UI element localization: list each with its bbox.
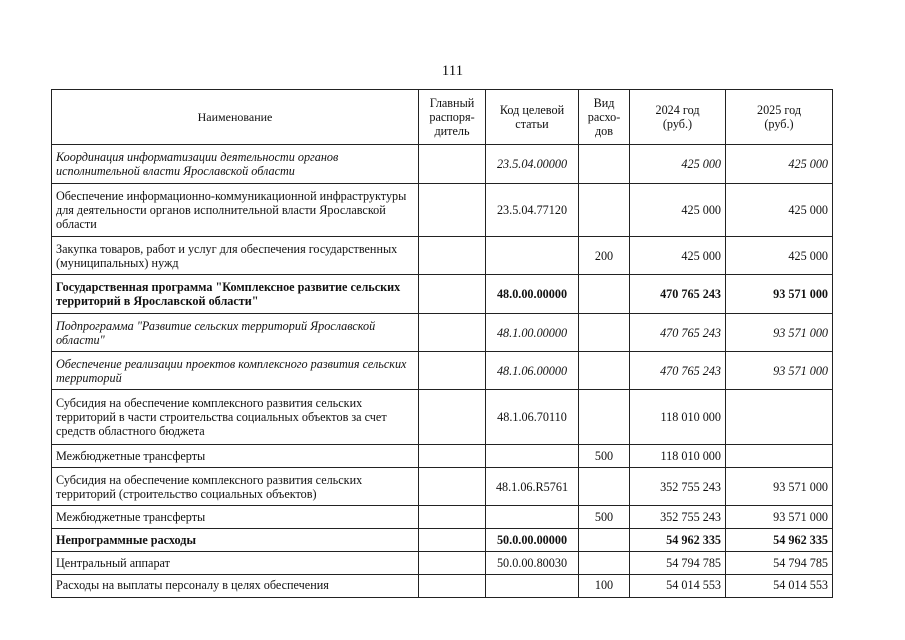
cell-name: Межбюджетные трансферты [52, 445, 419, 468]
cell-vid: 500 [579, 506, 630, 529]
cell-glav [419, 552, 486, 575]
cell-name: Центральный аппарат [52, 552, 419, 575]
cell-code: 48.1.00.00000 [486, 314, 579, 352]
cell-vid: 100 [579, 575, 630, 598]
cell-y2024: 352 755 243 [630, 506, 726, 529]
cell-glav [419, 575, 486, 598]
cell-y2025: 54 014 553 [726, 575, 833, 598]
cell-y2024: 352 755 243 [630, 468, 726, 506]
cell-y2025: 93 571 000 [726, 506, 833, 529]
table-row [52, 552, 833, 575]
cell-y2025: 93 571 000 [726, 314, 833, 352]
table-row [52, 390, 833, 445]
cell-y2024: 425 000 [630, 237, 726, 275]
cell-y2024: 425 000 [630, 145, 726, 184]
cell-y2024: 470 765 243 [630, 275, 726, 314]
cell-y2024: 54 962 335 [630, 529, 726, 552]
table-row [52, 506, 833, 529]
header-name: Наименование [52, 90, 419, 145]
cell-code: 50.0.00.80030 [486, 552, 579, 575]
header-vid-line3: дов [594, 124, 614, 138]
header-code [486, 90, 579, 145]
header-glav [419, 90, 486, 145]
cell-y2025: 93 571 000 [726, 275, 833, 314]
cell-y2024: 118 010 000 [630, 390, 726, 445]
cell-y2025: 93 571 000 [726, 352, 833, 390]
cell-glav [419, 506, 486, 529]
cell-code [486, 445, 579, 468]
cell-y2024: 470 765 243 [630, 352, 726, 390]
cell-y2025 [726, 445, 833, 468]
cell-vid: 500 [579, 445, 630, 468]
header-vid-line2: расхо- [587, 110, 621, 124]
header-2024 [630, 90, 726, 145]
cell-vid [579, 184, 630, 237]
table-row [52, 237, 833, 275]
cell-y2025: 54 962 335 [726, 529, 833, 552]
cell-code: 48.0.00.00000 [486, 275, 579, 314]
cell-code: 48.1.06.70110 [486, 390, 579, 445]
cell-name: Субсидия на обеспечение комплексного развития сельских территорий в части строительства социальных объектов за счет средств областного бюджета [52, 390, 419, 445]
cell-glav [419, 237, 486, 275]
cell-y2025: 425 000 [726, 145, 833, 184]
table-body [52, 145, 833, 598]
cell-name: Обеспечение реализации проектов комплексного развития сельских территорий [52, 352, 419, 390]
cell-glav [419, 529, 486, 552]
header-2024-line1: 2024 год [655, 103, 700, 117]
cell-y2024: 118 010 000 [630, 445, 726, 468]
header-2025-line1: 2025 год [756, 103, 802, 117]
cell-vid [579, 390, 630, 445]
cell-glav [419, 275, 486, 314]
cell-code [486, 506, 579, 529]
table-row [52, 275, 833, 314]
budget-table [51, 89, 833, 598]
cell-vid [579, 352, 630, 390]
cell-glav [419, 445, 486, 468]
cell-glav [419, 352, 486, 390]
cell-code: 50.0.00.00000 [486, 529, 579, 552]
cell-vid [579, 314, 630, 352]
cell-name: Государственная программа "Комплексное развитие сельских территорий в Ярославской области" [52, 275, 419, 314]
table-header-row [52, 90, 833, 145]
cell-y2025: 425 000 [726, 184, 833, 237]
cell-vid [579, 145, 630, 184]
header-glav-line3: дитель [434, 124, 470, 138]
header-code-line1: Код целевой [499, 103, 565, 117]
cell-glav [419, 184, 486, 237]
cell-name: Закупка товаров, работ и услуг для обеспечения государственных (муниципальных) нужд [52, 237, 419, 275]
table-row [52, 445, 833, 468]
table-row [52, 145, 833, 184]
table-row [52, 468, 833, 506]
cell-vid: 200 [579, 237, 630, 275]
cell-glav [419, 314, 486, 352]
cell-name: Подпрограмма "Развитие сельских территорий Ярославской области" [52, 314, 419, 352]
cell-name: Расходы на выплаты персоналу в целях обеспечения [52, 575, 419, 598]
cell-y2025: 93 571 000 [726, 468, 833, 506]
header-2025 [726, 90, 833, 145]
header-2025-line2: (руб.) [764, 117, 794, 131]
cell-name: Координация информатизации деятельности органов исполнительной власти Ярославской области [52, 145, 419, 184]
header-vid-line1: Вид [593, 96, 615, 110]
cell-code [486, 237, 579, 275]
cell-glav [419, 390, 486, 445]
cell-y2024: 54 794 785 [630, 552, 726, 575]
cell-glav [419, 468, 486, 506]
header-glav-line1: Главный [429, 96, 475, 110]
table-row [52, 529, 833, 552]
cell-vid [579, 529, 630, 552]
page-number: 111 [441, 63, 464, 79]
cell-y2025: 54 794 785 [726, 552, 833, 575]
table-row [52, 184, 833, 237]
cell-glav [419, 145, 486, 184]
cell-name: Субсидия на обеспечение комплексного развития сельских территорий (строительство социальных объектов) [52, 468, 419, 506]
table-row [52, 352, 833, 390]
cell-code [486, 575, 579, 598]
cell-code: 48.1.06.R5761 [486, 468, 579, 506]
header-vid [579, 90, 630, 145]
cell-y2025 [726, 390, 833, 445]
header-glav-line2: распоря- [429, 110, 475, 124]
cell-code: 23.5.04.77120 [486, 184, 579, 237]
table-row [52, 314, 833, 352]
cell-y2025: 425 000 [726, 237, 833, 275]
cell-y2024: 425 000 [630, 184, 726, 237]
cell-vid [579, 275, 630, 314]
cell-code: 23.5.04.00000 [486, 145, 579, 184]
cell-name: Межбюджетные трансферты [52, 506, 419, 529]
cell-y2024: 470 765 243 [630, 314, 726, 352]
cell-vid [579, 468, 630, 506]
cell-code: 48.1.06.00000 [486, 352, 579, 390]
table-row [52, 575, 833, 598]
cell-name: Обеспечение информационно-коммуникационной инфраструктуры для деятельности органов исполнительной власти Ярославской области [52, 184, 419, 237]
cell-vid [579, 552, 630, 575]
header-code-line2: статьи [515, 117, 549, 131]
cell-name: Непрограммные расходы [52, 529, 419, 552]
header-2024-line2: (руб.) [662, 117, 693, 131]
cell-y2024: 54 014 553 [630, 575, 726, 598]
